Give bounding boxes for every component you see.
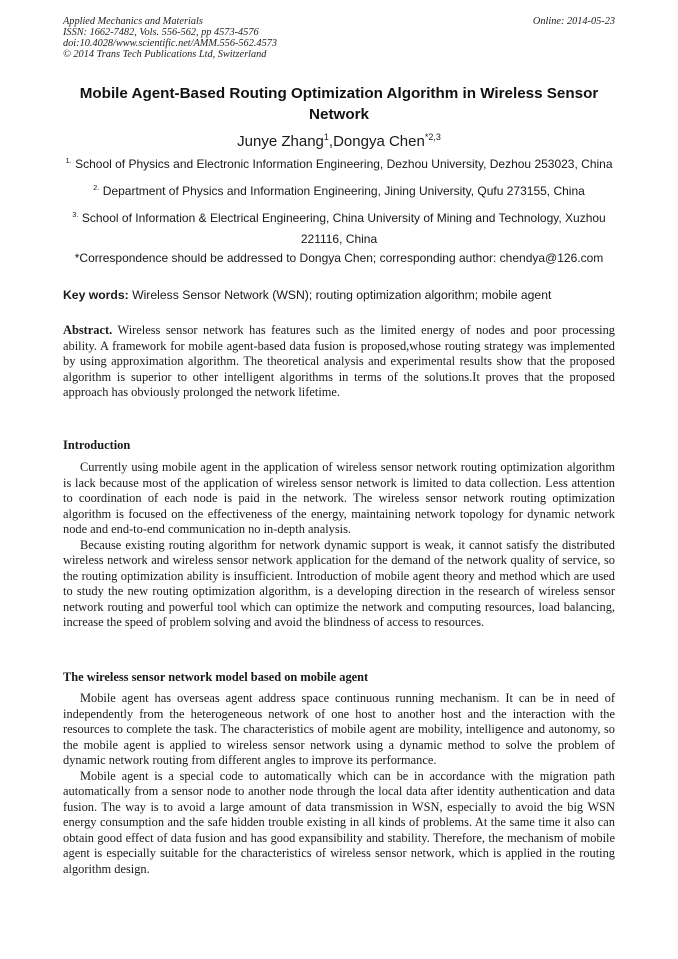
journal-issn: ISSN: 1662-7482, Vols. 556-562, pp 4573-4576 bbox=[63, 27, 259, 38]
affiliation-text: School of Information & Electrical Engineering, China University of Mining and Technology, Xuzhou 221116, China bbox=[81, 211, 606, 246]
paragraph: Mobile agent is a special code to automatically which can be in accordance with the migration path automatically from a sensor node to another node through the local data after identity authentication and data fusion. The way is to avoid a large amount of data transmission in WSN, especially to avoid the big WSN energy consumption and the safe hidden trouble existing in all kinds of problems. At the same time it also can obtain good effect of data fusion and has good expansibility and stability. Therefore, the mechanism of mobile agent is especially suitable for the characteristics of wireless sensor network, which is applied in the routing algorithm design. bbox=[63, 768, 615, 876]
section-heading: Introduction bbox=[63, 438, 131, 452]
paragraph: Mobile agent has overseas agent address space continuous running mechanism. It can be in need of independently from the heterogeneous network of one host to another host and the interaction with the resources to complete the task. The characteristics of mobile agent are mobility, intelligence and autonomy, so the mobile agent is applied to wireless sensor network using a dynamic method to solve the problem of dynamic network routing from different angles to improve its performance. bbox=[63, 691, 615, 767]
affiliation bbox=[63, 150, 615, 175]
correspondence-note: *Correspondence should be addressed to Dongya Chen; corresponding author: chendya@126.com bbox=[74, 251, 604, 265]
paper-title: Mobile Agent-Based Routing Optimization Algorithm in Wireless Sensor Network bbox=[79, 85, 599, 123]
affiliation-text: Department of Physics and Information Engineering, Jining University, Qufu 273155, China bbox=[102, 184, 585, 198]
journal-doi: doi:10.4028/www.scientific.net/AMM.556-562.4573 bbox=[63, 38, 278, 49]
affiliation-list bbox=[63, 150, 615, 252]
section-body bbox=[63, 691, 615, 877]
section-heading: The wireless sensor network model based on mobile agent bbox=[63, 670, 369, 684]
journal-copyright: © 2014 Trans Tech Publications Ltd, Switzerland bbox=[63, 49, 267, 60]
author-affiliation-mark: 1 bbox=[323, 132, 329, 142]
abstract-label: Abstract. bbox=[63, 323, 113, 337]
online-date: Online: 2014-05-23 bbox=[532, 16, 615, 27]
affiliation-number: 2. bbox=[93, 183, 100, 192]
author-list bbox=[63, 127, 615, 152]
journal-header bbox=[63, 16, 615, 60]
keywords bbox=[63, 286, 615, 304]
affiliation bbox=[63, 177, 615, 202]
keywords-text: Wireless Sensor Network (WSN); routing optimization algorithm; mobile agent bbox=[132, 288, 552, 302]
author-separator: , bbox=[328, 133, 334, 150]
affiliation bbox=[63, 204, 615, 250]
section-body bbox=[63, 460, 615, 631]
affiliation-number: 1. bbox=[65, 156, 72, 165]
abstract-text: Wireless sensor network has features such as the limited energy of nodes and poor processing ability. A framework for mobile agent-based data fusion is proposed,whose routing strategy was implemented by using approximation algorithm. The theoretical analysis and experimental results show that the proposed algorithm is superior to other intelligent algorithms in terms of the solutions.It proves that the proposed approach has obviously prolonged the network lifetime. bbox=[63, 323, 615, 399]
paragraph: Currently using mobile agent in the application of wireless sensor network routing optimization algorithm is lack because most of the application of wireless sensor network is limited to data collection. Less attention to coordination of each node is paid in the network. The wireless sensor network routing optimization algorithm is focused on the effectiveness of the energy, maintaining network topology for dynamic network node and end-to-end communication no in-depth analysis. bbox=[63, 460, 615, 536]
author-name: Dongya Chen bbox=[333, 133, 425, 150]
paragraph: Because existing routing algorithm for network dynamic support is weak, it cannot satisfy the distributed wireless network and wireless sensor network application for the demand of the network quality of service, so the routing optimization ability is insufficient. Introduction of mobile agent theory and method which are used to study the new routing optimization algorithm, is a developing direction in the research of wireless sensor network routing and powerful tool which can optimize the network and computing resources, load balancing, increase the speed of problem solving and avoid the blindness of access to resources. bbox=[63, 537, 615, 629]
affiliation-number: 3. bbox=[72, 210, 79, 219]
author-affiliation-mark: *2,3 bbox=[424, 132, 441, 142]
abstract bbox=[63, 323, 615, 401]
keywords-label: Key words: bbox=[63, 288, 129, 302]
affiliation-text: School of Physics and Electronic Information Engineering, Dezhou University, Dezhou 253023, China bbox=[75, 157, 613, 171]
author-name: Junye Zhang bbox=[237, 133, 324, 150]
journal-name: Applied Mechanics and Materials bbox=[63, 16, 203, 27]
